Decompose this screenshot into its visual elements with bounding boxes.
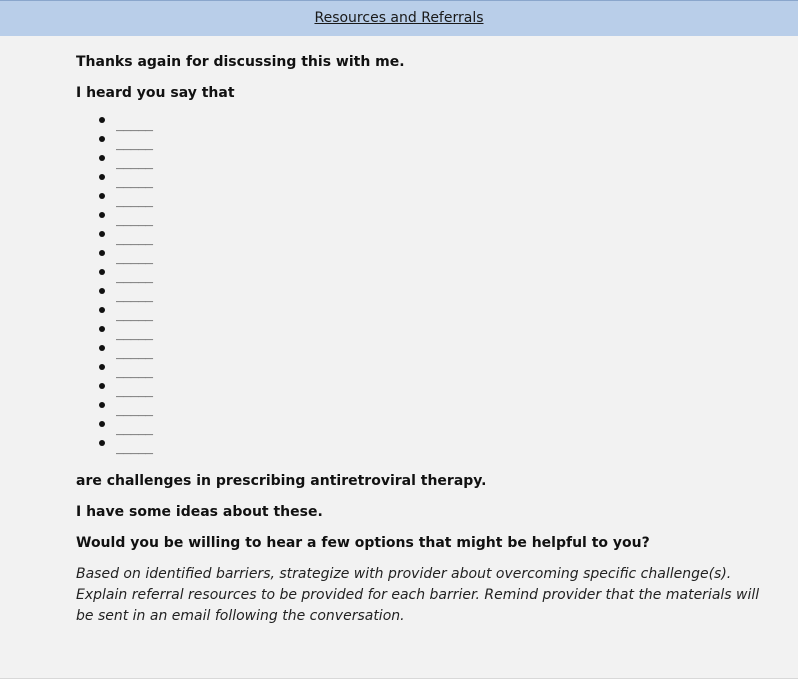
blank-line: _____ [116,383,153,398]
list-item [99,303,766,322]
list-item [99,417,766,436]
bullet-icon [99,307,105,313]
thanks-text: Thanks again for discussing this with me. [76,54,405,70]
list-item [99,151,766,170]
blank-line: _____ [116,364,153,379]
list-item [99,398,766,417]
bullet-icon [99,345,105,351]
blank-line: _____ [116,193,153,208]
blank-line: _____ [116,269,153,284]
heard-you-say-text: I heard you say that [76,85,235,101]
bullet-icon [99,383,105,389]
blank-line: _____ [116,345,153,360]
bullet-icon [99,231,105,237]
blank-line: _____ [116,117,153,132]
list-item [99,189,766,208]
list-item [99,360,766,379]
bullet-icon [99,269,105,275]
list-item [99,246,766,265]
bullet-icon [99,212,105,218]
list-item [99,170,766,189]
list-item [99,227,766,246]
bullet-icon [99,326,105,332]
list-item [99,341,766,360]
challenges-text: are challenges in prescribing antiretroviral therapy. [76,473,487,489]
challenges-list [76,113,766,455]
blank-line: _____ [116,402,153,417]
bullet-icon [99,193,105,199]
bullet-icon [99,155,105,161]
bullet-icon [99,364,105,370]
bullet-icon [99,402,105,408]
bullet-icon [99,250,105,256]
blank-line: _____ [116,136,153,151]
list-item [99,436,766,455]
blank-line: _____ [116,231,153,246]
resources-and-referrals-link[interactable]: Resources and Referrals [314,10,484,26]
blank-line: _____ [116,250,153,265]
blank-line: _____ [116,288,153,303]
blank-line: _____ [116,421,153,436]
note-strategize: Based on identified barriers, strategize with provider about overcoming specific challenge(s). [76,566,732,582]
list-item [99,265,766,284]
bullet-icon [99,174,105,180]
bullet-icon [99,421,105,427]
blank-line: _____ [116,326,153,341]
list-item [99,322,766,341]
bullet-icon [99,117,105,123]
list-item [99,284,766,303]
blank-line: _____ [116,174,153,189]
bullet-icon [99,288,105,294]
bullet-icon [99,136,105,142]
ideas-text: I have some ideas about these. [76,504,323,520]
section-header [0,0,798,36]
willing-question-text: Would you be willing to hear a few options that might be helpful to you? [76,535,650,551]
list-item [99,379,766,398]
list-item [99,113,766,132]
note-explain-referral: Explain referral resources to be provided for each barrier. Remind provider that the materials will be sent in an email following the conversation. [76,587,760,624]
blank-line: _____ [116,440,153,455]
facilitator-notes [76,564,766,627]
blank-line: _____ [116,155,153,170]
list-item [99,208,766,227]
script-content [76,53,766,627]
blank-line: _____ [116,307,153,322]
bullet-icon [99,440,105,446]
list-item [99,132,766,151]
blank-line: _____ [116,212,153,227]
